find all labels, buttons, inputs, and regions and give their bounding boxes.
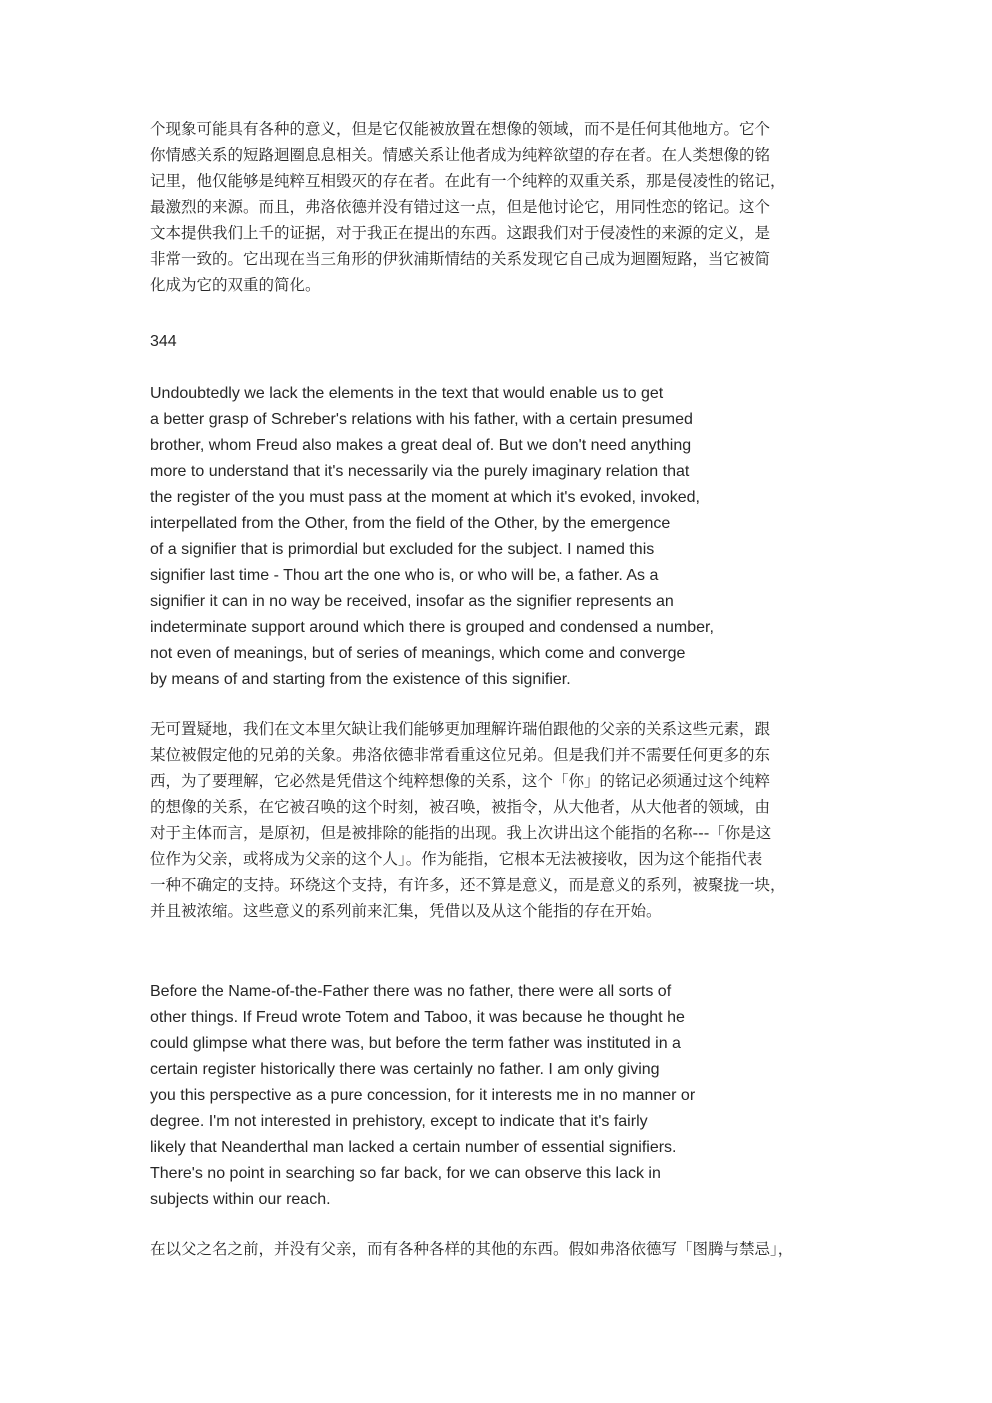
text-line: 无可置疑地，我们在文本里欠缺让我们能够更加理解许瑞伯跟他的父亲的关系这些元素，跟 — [150, 720, 771, 738]
page-number: 344 — [150, 333, 177, 350]
text-line: signifier last time - Thou art the one who is, or who will be, a father. As a — [150, 567, 659, 584]
text-line: 某位被假定他的兄弟的关象。弗洛依德非常看重这位兄弟。但是我们并不需要任何更多的东 — [150, 746, 771, 764]
text-line: 个现象可能具有各种的意义，但是它仅能被放置在想像的领域，而不是任何其他地方。它个 — [150, 120, 771, 138]
text-line: 在以父之名之前，并没有父亲，而有各种各样的其他的东西。假如弗洛依德写「图腾与禁忌」， — [150, 1240, 794, 1258]
text-line: interpellated from the Other, from the field of the Other, by the emergence — [150, 515, 671, 532]
text-line: you this perspective as a pure concession, for it interests me in no manner or — [150, 1087, 696, 1104]
text-line: 化成为它的双重的简化。 — [150, 276, 321, 294]
text-line: signifier it can in no way be received, insofar as the signifier represents an — [150, 593, 674, 610]
text-line: more to understand that it's necessarily via the purely imaginary relation that — [150, 463, 690, 480]
text-line: by means of and starting from the existence of this signifier. — [150, 671, 571, 688]
text-line: of a signifier that is primordial but excluded for the subject. I named this — [150, 541, 655, 558]
text-line: 记里，他仅能够是纯粹互相毁灭的存在者。在此有一个纯粹的双重关系，那是侵凌性的铭记， — [150, 172, 786, 190]
text-line: Before the Name-of-the-Father there was no father, there were all sorts of — [150, 983, 672, 1000]
text-line: 非常一致的。它出现在当三角形的伊狄浦斯情结的关系发现它自己成为迴圈短路，当它被简 — [150, 250, 771, 268]
text-line: other things. If Freud wrote Totem and Taboo, it was because he thought he — [150, 1009, 685, 1026]
text-line: likely that Neanderthal man lacked a certain number of essential signifiers. — [150, 1139, 677, 1156]
text-line: not even of meanings, but of series of meanings, which come and converge — [150, 645, 686, 662]
text-line: 对于主体而言，是原初，但是被排除的能指的出现。我上次讲出这个能指的名称---「你是这 — [150, 824, 772, 842]
text-line: 你情感关系的短路迴圈息息相关。情感关系让他者成为纯粹欲望的存在者。在人类想像的铭 — [150, 146, 771, 164]
text-line: indeterminate support around which there is grouped and condensed a number, — [150, 619, 714, 636]
text-line: 一种不确定的支持。环绕这个支持，有许多，还不算是意义，而是意义的系列，被聚拢一块， — [150, 876, 786, 894]
text-line: a better grasp of Schreber's relations with his father, with a certain presumed — [150, 411, 693, 428]
text-line: degree. I'm not interested in prehistory, except to indicate that it's fairly — [150, 1113, 648, 1130]
chinese-paragraph-3 — [150, 1236, 844, 1262]
english-paragraph-2 — [150, 979, 790, 1213]
text-line: 西，为了要理解，它必然是凭借这个纯粹想像的关系，这个「你」的铭记必须通过这个纯粹 — [150, 772, 771, 790]
text-line: 并且被浓缩。这些意义的系列前来汇集，凭借以及从这个能指的存在开始。 — [150, 902, 662, 920]
text-line: There's no point in searching so far back, for we can observe this lack in — [150, 1165, 661, 1182]
english-paragraph-1 — [150, 381, 790, 693]
chinese-paragraph-2 — [150, 716, 844, 924]
text-line: could glimpse what there was, but before the term father was instituted in a — [150, 1035, 681, 1052]
text-line: 文本提供我们上千的证据，对于我正在提出的东西。这跟我们对于侵凌性的来源的定义，是 — [150, 224, 771, 242]
text-line: Undoubtedly we lack the elements in the text that would enable us to get — [150, 385, 664, 402]
text-line: 位作为父亲，或将成为父亲的这个人」。作为能指，它根本无法被接收，因为这个能指代表 — [150, 850, 763, 868]
text-line: 最激烈的来源。而且，弗洛依德并没有错过这一点，但是他讨论它，用同性恋的铭记。这个 — [150, 198, 771, 216]
text-line: the register of the you must pass at the moment at which it's evoked, invoked, — [150, 489, 700, 506]
chinese-paragraph-1 — [150, 116, 844, 298]
text-line: 的想像的关系，在它被召唤的这个时刻，被召唤，被指令，从大他者，从大他者的领域，由 — [150, 798, 771, 816]
text-line: certain register historically there was certainly no father. I am only giving — [150, 1061, 660, 1078]
text-line: brother, whom Freud also makes a great deal of. But we don't need anything — [150, 437, 692, 454]
text-line: subjects within our reach. — [150, 1191, 331, 1208]
